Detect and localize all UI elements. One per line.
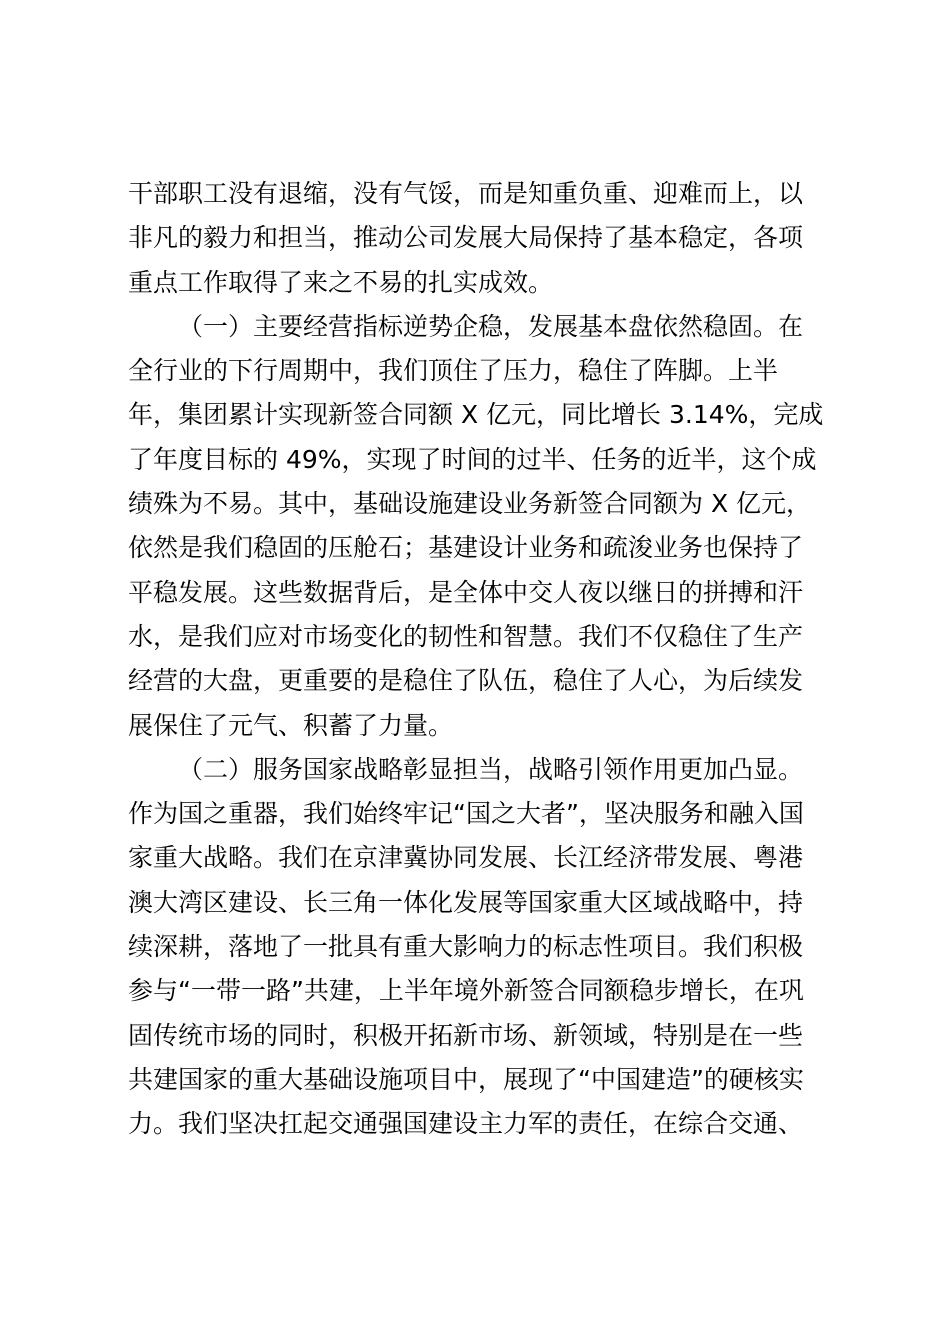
text-line: 家重大战略。我们在京津冀协同发展、长江经济带发展、粤港 [128, 843, 804, 873]
text-line: 展保住了元气、积蓄了力量。 [128, 710, 454, 740]
text-line: 澳大湾区建设、长三角一体化发展等国家重大区域战略中，持 [128, 887, 804, 917]
section-heading-line: （一）主要经营指标逆势企稳，发展基本盘依然稳固。在 [178, 311, 804, 341]
text-line: 水，是我们应对市场变化的韧性和智慧。我们不仅稳住了生产 [128, 621, 804, 651]
text-line: 了年度目标的 49%，实现了时间的过半、任务的近半，这个成 [128, 444, 817, 474]
text-line: 续深耕，落地了一批具有重大影响力的标志性项目。我们积极 [128, 932, 804, 962]
text-line: 全行业的下行周期中，我们顶住了压力，稳住了阵脚。上半 [128, 356, 779, 386]
paragraph-section-2 [128, 748, 828, 1147]
text-line: 参与“一带一路”共建，上半年境外新签合同额稳步增长，在巩 [128, 976, 804, 1006]
paragraph-intro-continuation [128, 172, 828, 305]
text-line: 年，集团累计实现新签合同额 X 亿元，同比增长 3.14%，完成 [128, 400, 824, 430]
section-heading-line: （二）服务国家战略彰显担当，战略引领作用更加凸显。 [178, 754, 804, 784]
text-line: 固传统市场的同时，积极开拓新市场、新领域，特别是在一些 [128, 1020, 804, 1050]
text-line: 非凡的毅力和担当，推动公司发展大局保持了基本稳定，各项 [128, 223, 804, 253]
paragraph-section-1 [128, 305, 828, 748]
text-line: 绩殊为不易。其中，基础设施建设业务新签合同额为 X 亿元， [128, 489, 812, 519]
text-line: 经营的大盘，更重要的是稳住了队伍，稳住了人心，为后续发 [128, 666, 804, 696]
text-line: 作为国之重器，我们始终牢记“国之大者”，坚决服务和融入国 [128, 799, 804, 829]
text-line: 平稳发展。这些数据背后，是全体中交人夜以继日的拼搏和汗 [128, 577, 804, 607]
document-body [128, 172, 828, 1147]
text-line: 干部职工没有退缩，没有气馁，而是知重负重、迎难而上，以 [128, 179, 804, 208]
text-line: 依然是我们稳固的压舱石；基建设计业务和疏浚业务也保持了 [128, 533, 804, 563]
text-line: 共建国家的重大基础设施项目中，展现了“中国建造”的硬核实 [128, 1064, 804, 1094]
text-line: 重点工作取得了来之不易的扎实成效。 [128, 267, 554, 297]
text-line: 力。我们坚决扛起交通强国建设主力军的责任，在综合交通、 [128, 1109, 804, 1139]
